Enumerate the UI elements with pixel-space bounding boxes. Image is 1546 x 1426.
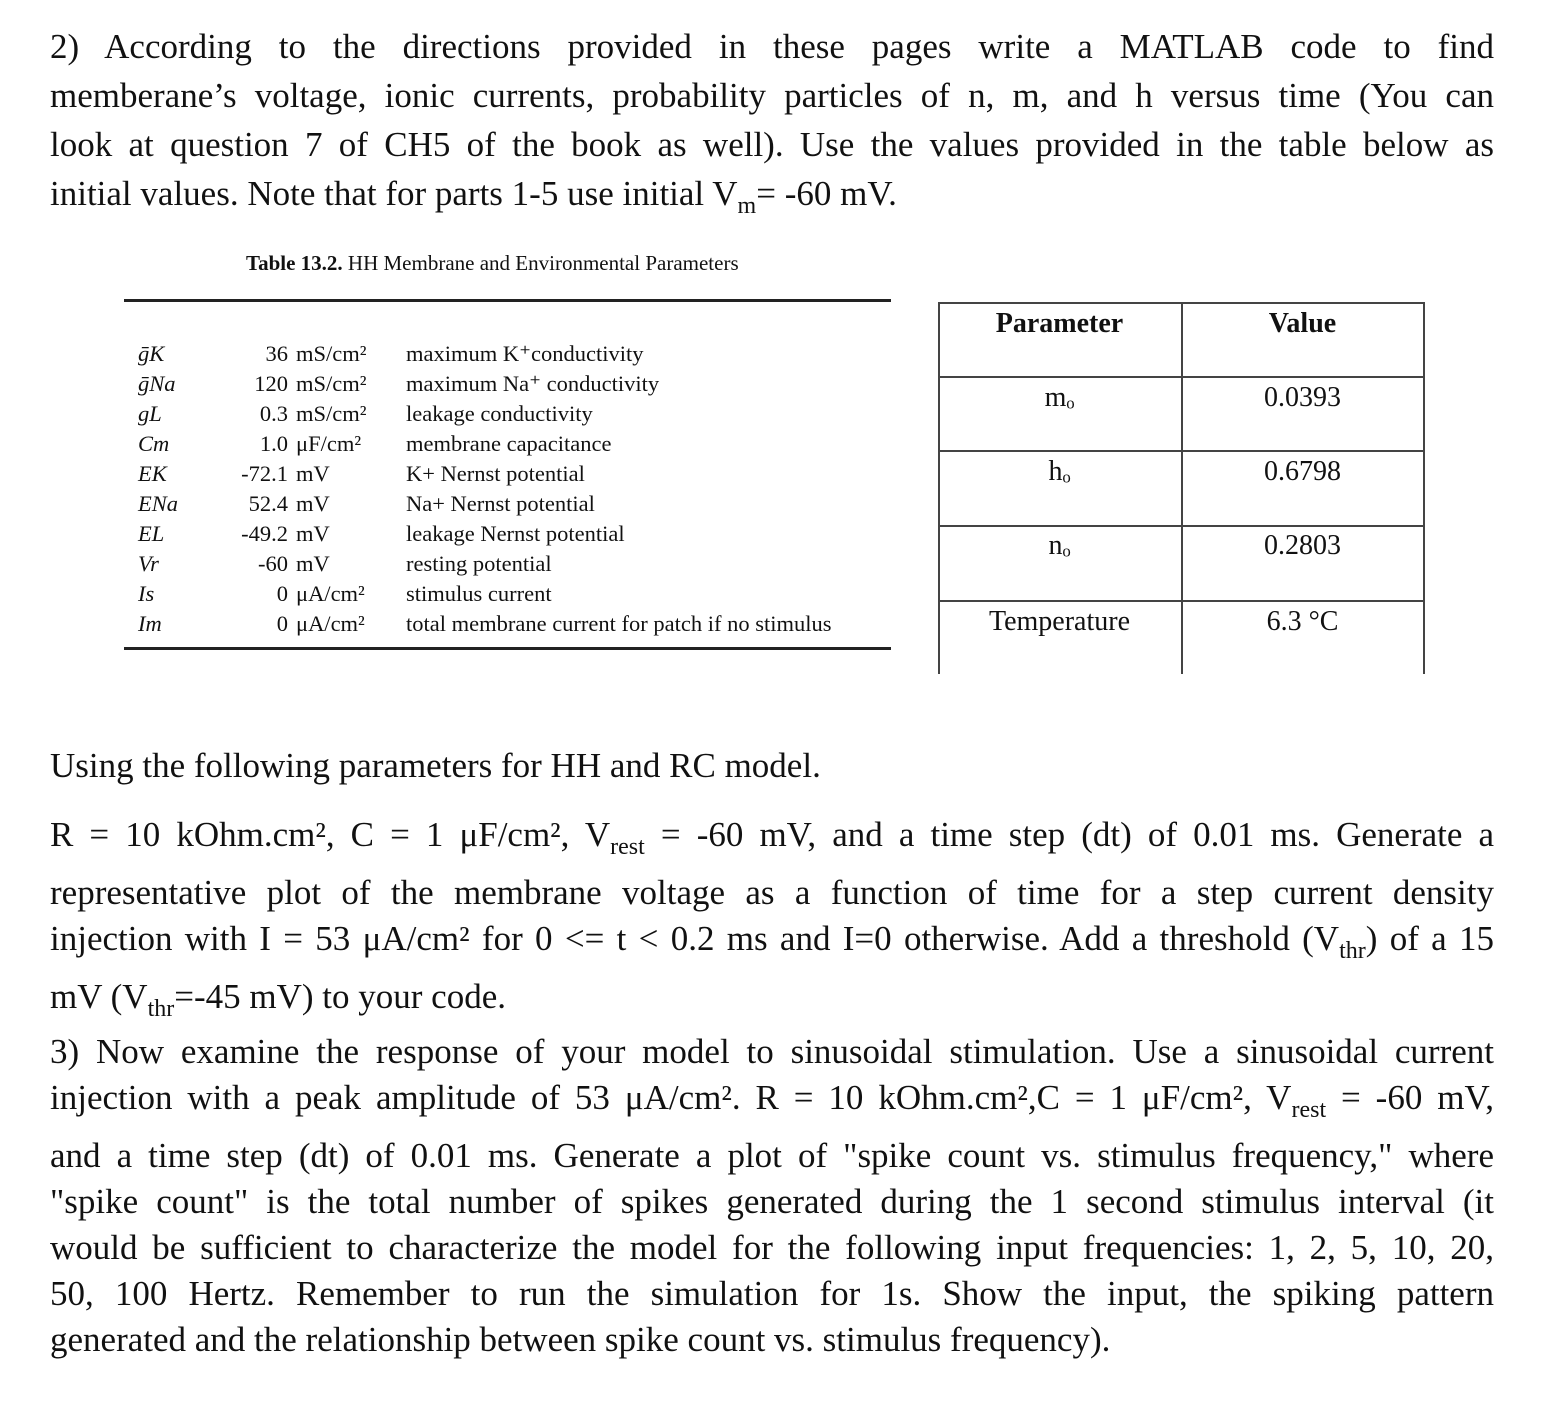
rc-line-4: [50, 974, 1494, 1032]
rc-vthr-subscript-2: thr: [147, 996, 175, 1022]
hh-unit: mV: [296, 551, 330, 576]
hh-unit: mS/cm²: [296, 401, 367, 426]
q2-line-2: memberane’s voltage, ionic currents, probability particles of n, m, and h versus time (You can: [50, 76, 1494, 115]
hh-unit: μA/cm²: [296, 611, 365, 636]
initial-values-table: [938, 302, 1425, 674]
table-top-rule: [124, 299, 891, 302]
q2-line-4-end: = -60 mV.: [756, 174, 897, 213]
rc-line-4-b: =-45 mV) to your code.: [174, 977, 506, 1016]
q3-line-2: [50, 1075, 1494, 1133]
hh-unit: mV: [296, 491, 330, 516]
hh-value: -72.1: [241, 461, 288, 486]
hh-value: 0: [276, 611, 288, 636]
hh-value: -60: [258, 551, 288, 576]
rc-line-1-b: = -60 mV, and a time step (dt) of 0.01 ms. Generate a: [644, 815, 1494, 854]
hh-symbol: EK: [138, 461, 167, 486]
q3-line-6: 50, 100 Hertz. Remember to run the simulation for 1s. Show the input, the spiking pattern: [50, 1274, 1494, 1313]
hh-symbol: Im: [138, 611, 162, 636]
rc-intro-text: Using the following parameters for HH and RC model.: [50, 746, 821, 785]
rc-line-2: representative plot of the membrane voltage as a function of time for a step current density: [50, 873, 1494, 912]
pt-value-h0: 0.6798: [1264, 456, 1341, 487]
hh-symbol: gL: [138, 401, 162, 426]
hh-description: resting potential: [406, 551, 552, 576]
hh-symbol: ḡNa: [138, 371, 176, 396]
q2-vm-subscript: m: [737, 193, 757, 219]
pt-header-value: Value: [1268, 308, 1337, 339]
hh-value: -49.2: [241, 521, 288, 546]
q2-line-1: 2) According to the directions provided in these pages write a MATLAB code to find: [50, 27, 1494, 66]
hh-description: leakage Nernst potential: [406, 521, 625, 546]
pt-border-row2: [938, 450, 1425, 452]
pt-border-row3: [938, 525, 1425, 527]
hh-value: 120: [254, 371, 288, 396]
hh-unit: mV: [296, 521, 330, 546]
q3-line-7: generated and the relationship between spike count vs. stimulus frequency).: [50, 1320, 1111, 1359]
q2-line-4: [50, 169, 1494, 231]
pt-border-row1: [938, 376, 1425, 378]
question-3-text: [50, 1029, 1494, 1363]
hh-description: maximum Na⁺ conductivity: [406, 371, 660, 396]
hh-parameters-table: [86, 243, 920, 663]
q2-line-4-text: initial values. Note that for parts 1-5 use initial V: [50, 174, 738, 213]
pt-param-m0: mₒ: [1044, 382, 1075, 413]
hh-description: stimulus current: [406, 581, 552, 606]
rc-line-3: [50, 916, 1494, 974]
rc-intro: [50, 741, 1494, 790]
hh-value: 0: [276, 581, 288, 606]
rc-line-3-b: ) of a 15: [1365, 919, 1494, 958]
hh-value: 0.3: [259, 401, 288, 426]
rc-vrest-subscript: rest: [610, 834, 645, 860]
pt-param-temperature: Temperature: [988, 606, 1131, 637]
question-2-text: [50, 22, 1494, 231]
q3-line-4: "spike count" is the total number of spikes generated during the 1 second stimulus interval (it: [50, 1182, 1494, 1221]
caption-title: HH Membrane and Environmental Parameters: [342, 251, 739, 275]
hh-unit: mS/cm²: [296, 371, 367, 396]
rc-line-1: [50, 812, 1494, 870]
hh-unit: μA/cm²: [296, 581, 365, 606]
q3-vrest-subscript: rest: [1291, 1097, 1327, 1123]
hh-symbol: Is: [138, 581, 155, 606]
q3-line-2-b: = -60 mV,: [1326, 1078, 1494, 1117]
hh-symbol: ENa: [138, 491, 179, 516]
pt-border-row4: [938, 600, 1425, 602]
q3-line-3: and a time step (dt) of 0.01 ms. Generate a plot of "spike count vs. stimulus frequency," where: [50, 1136, 1494, 1175]
pt-param-n0: nₒ: [1048, 530, 1071, 561]
hh-unit: μF/cm²: [296, 431, 362, 456]
q3-line-2-a: injection with a peak amplitude of 53 μA/cm². R = 10 kOhm.cm²,C = 1 μF/cm², V: [50, 1078, 1292, 1117]
rc-line-4-a: mV (V: [50, 977, 148, 1016]
q3-line-5: would be sufficient to characterize the model for the following input frequencies: 1, 2, 5, 10, 20,: [50, 1228, 1494, 1267]
hh-value: 1.0: [259, 431, 288, 456]
rc-line-1-a: R = 10 kOhm.cm², C = 1 μF/cm², V: [50, 815, 611, 854]
rc-vthr-subscript: thr: [1339, 938, 1366, 964]
table-bottom-rule: [124, 647, 891, 650]
hh-unit: mV: [296, 461, 330, 486]
hh-description: Na+ Nernst potential: [406, 491, 595, 516]
q2-line-3: look at question 7 of CH5 of the book as well). Use the values provided in the table below as: [50, 125, 1494, 164]
hh-description: membrane capacitance: [406, 431, 612, 456]
hh-unit: mS/cm²: [296, 341, 367, 366]
pt-value-n0: 0.2803: [1264, 530, 1341, 561]
hh-symbol: ḡK: [138, 341, 165, 366]
pt-header-parameter: Parameter: [995, 308, 1124, 339]
hh-symbol: Vr: [138, 551, 159, 576]
hh-description: total membrane current for patch if no stimulus: [406, 611, 832, 636]
hh-value: 36: [265, 341, 288, 366]
rc-line-3-a: injection with I = 53 μA/cm² for 0 <= t < 0.2 ms and I=0 otherwise. Add a threshold (V: [50, 919, 1340, 958]
q3-line-1: 3) Now examine the response of your model to sinusoidal stimulation. Use a sinusoidal current: [50, 1032, 1494, 1071]
hh-description: K+ Nernst potential: [406, 461, 585, 486]
pt-param-h0: hₒ: [1048, 456, 1071, 487]
hh-value: 52.4: [248, 491, 288, 516]
hh-table-caption: [246, 251, 739, 276]
hh-description: leakage conductivity: [406, 401, 593, 426]
rc-model-text: [50, 812, 1494, 1032]
pt-value-temperature: 6.3 °C: [1266, 606, 1339, 637]
hh-symbol: EL: [138, 521, 165, 546]
caption-label: Table 13.2.: [246, 251, 343, 275]
pt-value-m0: 0.0393: [1264, 382, 1341, 413]
hh-symbol: Cm: [138, 431, 170, 456]
hh-description: maximum K⁺conductivity: [406, 341, 644, 366]
